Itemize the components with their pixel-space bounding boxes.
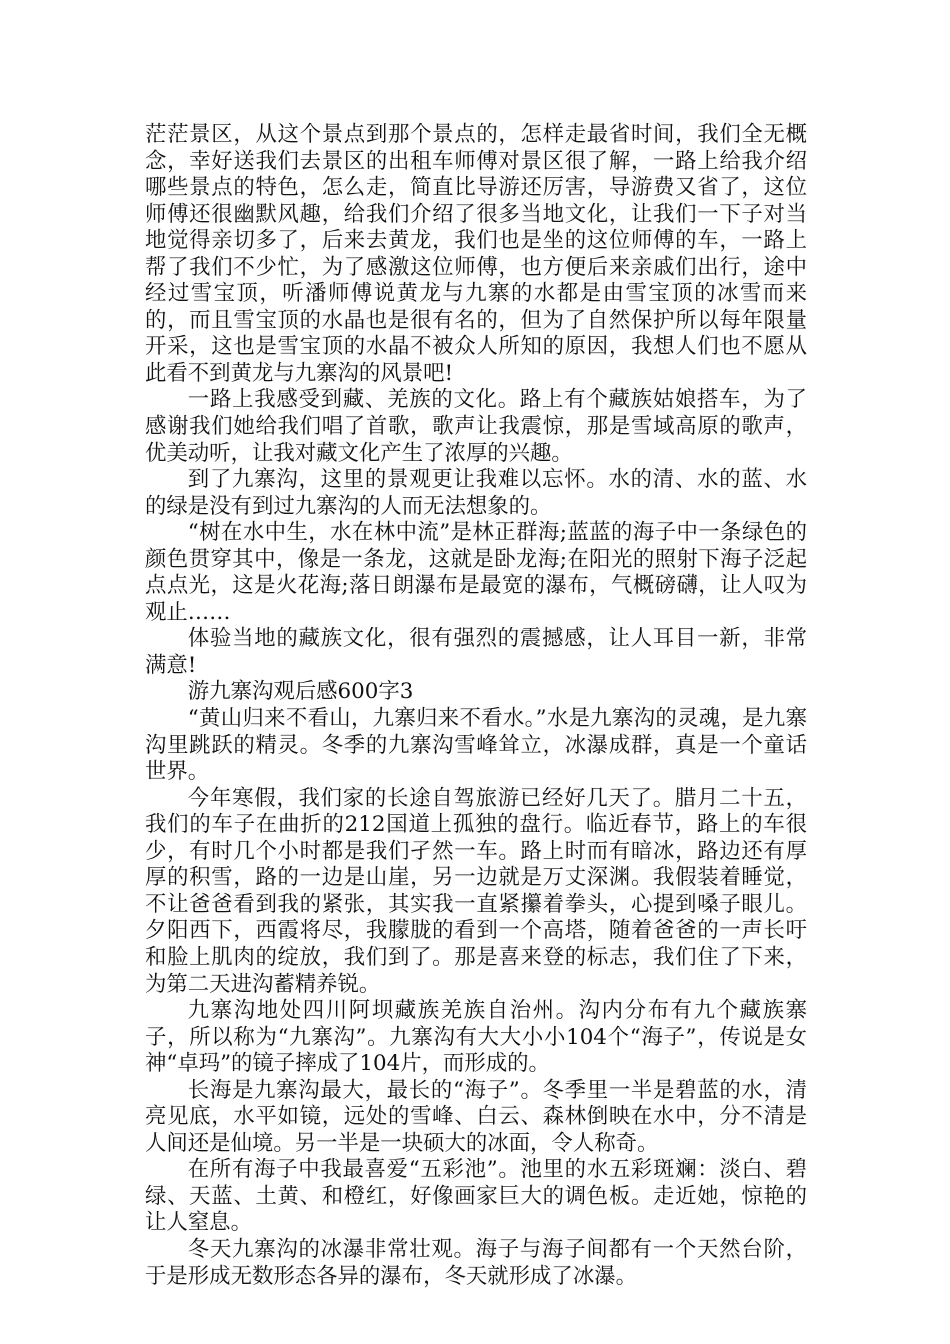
- paragraph: “黄山归来不看山，九寨归来不看水。”水是九寨沟的灵魂，是九寨沟里跳跃的精灵。冬季的九寨沟雪峰耸立，冰瀑成群，真是一个童话世界。: [145, 706, 807, 785]
- paragraph: “树在水中生，水在林中流”是林正群海;蓝蓝的海子中一条绿色的颜色贯穿其中，像是一条龙，这就是卧龙海;在阳光的照射下海子泛起点点光，这是火花海;落日朗瀑布是最宽的瀑布，气概磅礴，让人叹为观止……: [145, 520, 807, 625]
- paragraph: 今年寒假，我们家的长途自驾旅游已经好几天了。腊月二十五，我们的车子在曲折的212国道上孤独的盘行。临近春节，路上的车很少，有时几个小时都是我们孑然一车。路上时而有暗冰，路边还有厚厚的积雪，路的一边是山崖，另一边就是万丈深渊。我假装着睡觉，不让爸爸看到我的紧张，其实我一直紧攥着拳头，心提到嗓子眼儿。夕阳西下，西霞将尽，我朦胧的看到一个高塔，随着爸爸的一声长吁和脸上肌肉的绽放，我们到了。那是喜来登的标志，我们住了下来，为第二天进沟蓄精养锐。: [145, 785, 807, 997]
- paragraph: 体验当地的藏族文化，很有强烈的震撼感，让人耳目一新，非常满意!: [145, 626, 807, 678]
- paragraph: 长海是九寨沟最大，最长的“海子”。冬季里一半是碧蓝的水，清亮见底，水平如镜，远处的雪峰、白云、森林倒映在水中，分不清是人间还是仙境。另一半是一块硕大的冰面，令人称奇。: [145, 1077, 807, 1156]
- paragraph-continued: 茫茫景区，从这个景点到那个景点的，怎样走最省时间，我们全无概念，幸好送我们去景区的出租车师傅对景区很了解，一路上给我介绍哪些景点的特色，怎么走，简直比导游还厉害，导游费又省了，这位师傅还很幽默风趣，给我们介绍了很多当地文化，让我们一下子对当地觉得亲切多了，后来去黄龙，我们也是坐的这位师傅的车，一路上帮了我们不少忙，为了感激这位师傅，也方便后来亲戚们出行，途中经过雪宝顶，听潘师傅说黄龙与九寨的水都是由雪宝顶的冰雪而来的，而且雪宝顶的水晶也是很有名的，但为了自然保护所以每年限量开采，这也是雪宝顶的水晶不被众人所知的原因，我想人们也不愿从此看不到黄龙与九寨沟的风景吧!: [145, 122, 807, 386]
- paragraph: 到了九寨沟，这里的景观更让我难以忘怀。水的清、水的蓝、水的绿是没有到过九寨沟的人而无法想象的。: [145, 467, 807, 519]
- paragraph: 一路上我感受到藏、羌族的文化。路上有个藏族姑娘搭车，为了感谢我们她给我们唱了首歌，歌声让我震惊，那是雪域高原的歌声，优美动听，让我对藏文化产生了浓厚的兴趣。: [145, 387, 807, 466]
- article-body: [145, 122, 807, 1290]
- section-heading: 游九寨沟观后感600字3: [187, 679, 414, 705]
- paragraph: 在所有海子中我最喜爱“五彩池”。池里的水五彩斑斓：淡白、碧绿、天蓝、土黄、和橙红，好像画家巨大的调色板。走近她，惊艳的让人窒息。: [145, 1157, 807, 1236]
- paragraph: 九寨沟地处四川阿坝藏族羌族自治州。沟内分布有九个藏族寨子，所以称为“九寨沟”。九寨沟有大大小小104个“海子”，传说是女神“卓玛”的镜子摔成了104片，而形成的。: [145, 998, 807, 1077]
- paragraph: 冬天九寨沟的冰瀑非常壮观。海子与海子间都有一个天然台阶，于是形成无数形态各异的瀑布，冬天就形成了冰瀑。: [145, 1236, 807, 1289]
